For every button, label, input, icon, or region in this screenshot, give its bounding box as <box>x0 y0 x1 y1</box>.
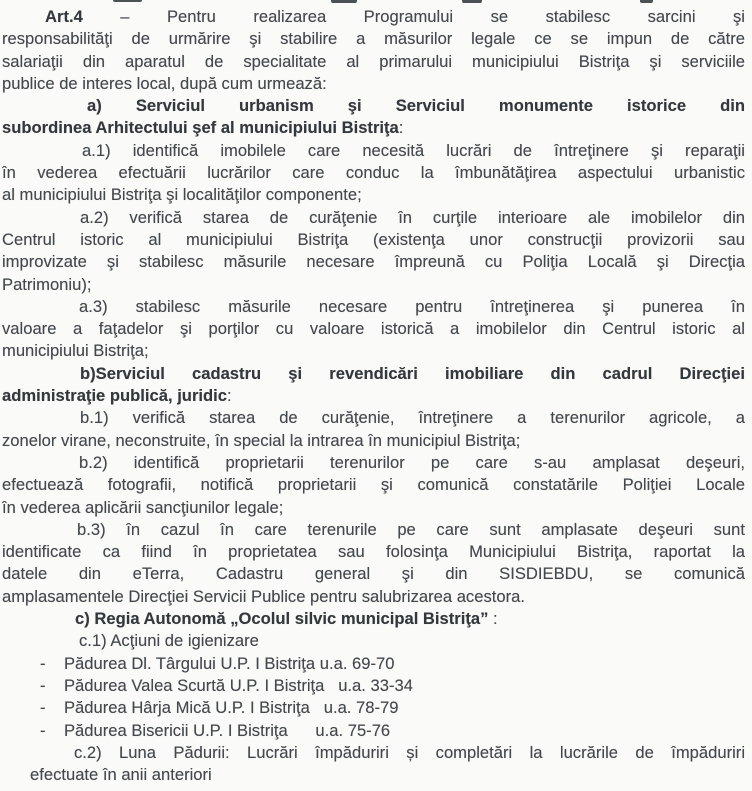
doc-line <box>2 452 745 474</box>
text-segment: municipiului Bistriţa; <box>2 341 149 361</box>
doc-line <box>2 162 745 184</box>
text-segment: - Pădurea Bisericii U.P. I Bistriţa u.a. 75-76 <box>40 720 391 740</box>
text-segment: identificate ca fiind în proprietatea sau folosinţa Municipiului Bistriţa, raportat la <box>2 542 745 562</box>
text-segment: responsabilităţi de urmărire şi stabilire a măsurilor legale ce se impun de către <box>2 29 745 49</box>
doc-line <box>2 586 745 608</box>
doc-line <box>2 6 745 28</box>
doc-line <box>2 318 745 340</box>
text-segment: - Pădurea Valea Scurtă U.P. I Bistriţa u.a. 33-34 <box>40 675 413 695</box>
doc-line <box>2 541 745 563</box>
scan-artifact <box>640 0 653 3</box>
text-segment: amplasamentele Direcţiei Servicii Publice pentru salubrizarea acestora. <box>2 586 525 606</box>
text-segment: b.3) în cazul în care terenurile pe care sunt amplasate deşeuri sunt <box>77 519 745 539</box>
doc-line <box>2 385 745 407</box>
text-segment: - Pădurea Hârja Mică U.P. I Bistriţa u.a. 78-79 <box>40 698 399 718</box>
doc-line <box>2 608 745 630</box>
text-segment: : <box>227 386 232 406</box>
doc-line <box>2 474 745 496</box>
text-segment: Patrimoniu); <box>2 274 92 294</box>
doc-line <box>2 407 745 429</box>
text-segment: a.1) identifică imobilele care necesită lucrări de întreţinere şi reparaţii <box>82 140 745 160</box>
bold-text-segment: c) Regia Autonomă „Ocolul silvic municipal Bistriţa” <box>75 609 489 629</box>
bold-text-segment: b)Serviciul cadastru şi revendicări imobiliare din cadrul Direcţiei <box>80 363 745 383</box>
text-segment: efectuate în anii anteriori <box>30 765 212 785</box>
text-segment: al municipiului Bistriţa şi localităţilor componente; <box>2 185 362 205</box>
text-segment: a.2) verifică starea de curăţenie în curţile interioare ale imobilelor din <box>80 207 745 227</box>
bold-text-segment: subordinea Arhitectului şef al municipiului Bistriţa <box>2 118 399 138</box>
text-segment: b.2) identifică proprietarii terenurilor pe care s-au amplasat deşeuri, <box>79 452 745 472</box>
doc-line <box>2 563 745 585</box>
text-segment: - Pădurea Dl. Târgului U.P. I Bistriţa u.a. 69-70 <box>40 653 395 673</box>
doc-line <box>2 430 745 452</box>
text-segment: : <box>488 609 498 629</box>
doc-line <box>2 117 745 139</box>
text-segment: valoare a faţadelor şi porţilor cu valoare istorică a imobilelor din Centrul istoric al <box>2 319 745 339</box>
doc-line <box>2 697 745 719</box>
text-segment: în vederea aplicării sancţiunilor legale; <box>2 497 284 517</box>
doc-line <box>2 73 745 95</box>
doc-line <box>2 742 745 764</box>
text-segment: c.1) Acţiuni de igienizare <box>79 631 259 651</box>
text-segment: – Pentru realizarea Programului se stabilesc sarcini şi <box>82 7 745 26</box>
doc-line <box>2 519 745 541</box>
text-segment: : <box>398 118 404 138</box>
doc-line <box>2 251 745 273</box>
doc-line <box>2 363 745 385</box>
doc-line <box>2 675 745 697</box>
doc-line <box>2 274 745 296</box>
bold-text-segment: administraţie publică, juridic <box>2 386 227 406</box>
doc-line <box>2 340 745 362</box>
doc-line <box>2 51 745 73</box>
text-segment: salariaţii din aparatul de specialitate al primarului municipiului Bistriţa şi serviciile <box>2 51 745 71</box>
doc-line <box>2 229 745 251</box>
scan-artifact <box>331 0 357 3</box>
doc-line <box>2 720 745 742</box>
text-segment: zonelor virane, neconstruite, în special la intrarea în municipiul Bistriţa; <box>2 430 521 450</box>
bold-text-segment: Art.4 <box>45 7 83 26</box>
doc-line <box>2 764 745 786</box>
doc-line <box>2 184 745 206</box>
text-segment: b.1) verifică starea de curăţenie, întreţinere a terenurilor agricole, a <box>80 408 745 428</box>
doc-line <box>2 28 745 50</box>
text-segment: Centrul istoric al municipiului Bistriţa (existenţa unor construcţii provizorii sau <box>2 229 745 249</box>
text-segment: improvizate şi stabilesc măsurile necesare împreună cu Poliţia Locală şi Direcţia <box>2 252 745 272</box>
doc-line <box>2 653 745 675</box>
text-segment: c.2) Luna Pădurii: Lucrări împăduriri și completări la lucrările de împăduriri <box>74 742 745 762</box>
doc-line <box>2 207 745 229</box>
text-segment: efectuează fotografii, notifică proprietarii şi comunică constatările Poliţiei Locale <box>2 475 745 495</box>
scan-artifact <box>462 0 482 3</box>
text-segment: în vederea efectuării lucrărilor care conduc la îmbunătăţirea aspectului urbanistic <box>2 163 745 183</box>
text-segment: publice de interes local, după cum urmează: <box>2 73 327 93</box>
bold-text-segment: a) Serviciul urbanism şi Serviciul monumente istorice din <box>87 96 745 116</box>
scan-artifact <box>113 0 142 2</box>
text-segment: a.3) stabilesc măsurile necesare pentru întreţinerea şi punerea în <box>79 296 745 316</box>
doc-line <box>2 140 745 162</box>
doc-line <box>2 296 745 318</box>
doc-line <box>2 95 745 117</box>
doc-line <box>2 630 745 652</box>
doc-line <box>2 497 745 519</box>
text-segment: datele din eTerra, Cadastru general şi din SISDIEBDU, se comunică <box>2 564 745 584</box>
